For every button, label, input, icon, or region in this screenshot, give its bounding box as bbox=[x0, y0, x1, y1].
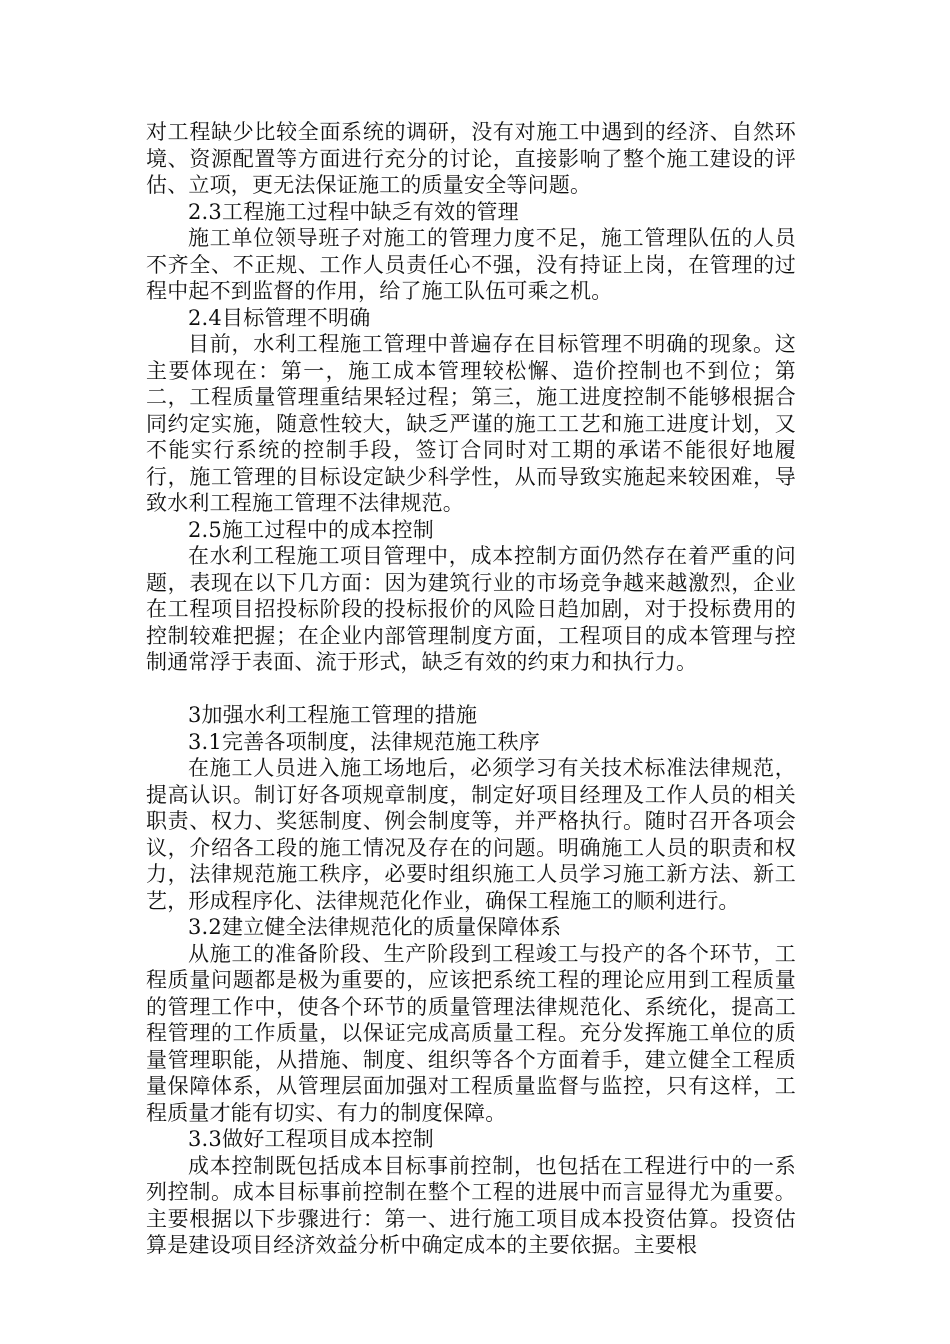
paragraph-3-1: 在施工人员进入施工场地后，必须学习有关技术标准法律规范，提高认识。制订好各项规章制度，制定好项目经理及工作人员的相关职责、权力、奖惩制度、例会制度等，并严格执行。随时召开各项会议，介绍各工段的施工情况及存在的问题。明确施工人员的职责和权力，法律规范施工秩序，必要时组织施工人员学习施工新方法、新工艺，形成程序化、法律规范化作业，确保工程施工的顺利进行。 bbox=[146, 756, 796, 913]
paragraph-continuation: 对工程缺少比较全面系统的调研，没有对施工中遇到的经济、自然环境、资源配置等方面进行充分的讨论，直接影响了整个施工建设的评估、立项，更无法保证施工的质量安全等问题。 bbox=[146, 120, 796, 197]
document-body bbox=[146, 119, 796, 1259]
paragraph-3-3: 成本控制既包括成本目标事前控制，也包括在工程进行中的一系列控制。成本目标事前控制在整个工程的进展中而言显得尤为重要。主要根据以下步骤进行：第一、进行施工项目成本投资估算。投资估算是建设项目经济效益分析中确定成本的主要依据。主要根 bbox=[146, 1153, 796, 1257]
paragraph-3-2: 从施工的准备阶段、生产阶段到工程竣工与投产的各个环节，工程质量问题都是极为重要的，应该把系统工程的理论应用到工程质量的管理工作中，使各个环节的质量管理法律规范化、系统化，提高工程管理的工作质量，以保证完成高质量工程。充分发挥施工单位的质量管理职能，从措施、制度、组织等各个方面着手，建立健全工程质量保障体系，从管理层面加强对工程质量监督与监控，只有这样，工程质量才能有切实、有力的制度保障。 bbox=[146, 941, 796, 1125]
paragraph-2-4: 目前，水利工程施工管理中普遍存在目标管理不明确的现象。这主要体现在：第一，施工成本管理较松懈、造价控制也不到位；第二，工程质量管理重结果轻过程；第三，施工进度控制不能够根据合同约定实施，随意性较大，缺乏严谨的施工工艺和施工进度计划，又不能实行系统的控制手段，签订合同时对工期的承诺不能很好地履行，施工管理的目标设定缺少科学性，从而导致实施起来较困难，导致水利工程施工管理不法律规范。 bbox=[146, 332, 796, 515]
section-gap bbox=[146, 676, 796, 703]
section-heading-3-2: 3.2建立健全法律规范化的质量保障体系 bbox=[188, 915, 562, 939]
paragraph-2-5: 在水利工程施工项目管理中，成本控制方面仍然存在着严重的问题，表现在以下几方面：因为建筑行业的市场竞争越来越激烈，企业在工程项目招投标阶段的投标报价的风险日趋加剧，对于投标费用的控制较难把握；在企业内部管理制度方面，工程项目的成本管理与控制通常浮于表面、流于形式，缺乏有效的约束力和执行力。 bbox=[146, 544, 796, 674]
section-heading-2-5: 2.5施工过程中的成本控制 bbox=[188, 517, 434, 542]
chapter-heading-3: 3加强水利工程施工管理的措施 bbox=[188, 703, 478, 727]
section-heading-2-3: 2.3工程施工过程中缺乏有效的管理 bbox=[188, 199, 519, 224]
section-heading-2-4: 2.4目标管理不明确 bbox=[188, 305, 371, 330]
section-heading-3-3: 3.3做好工程项目成本控制 bbox=[188, 1127, 434, 1151]
section-heading-3-1: 3.1完善各项制度，法律规范施工秩序 bbox=[188, 729, 540, 754]
paragraph-2-3: 施工单位领导班子对施工的管理力度不足，施工管理队伍的人员不齐全、不正规、工作人员责任心不强，没有持证上岗，在管理的过程中起不到监督的作用，给了施工队伍可乘之机。 bbox=[146, 226, 796, 303]
